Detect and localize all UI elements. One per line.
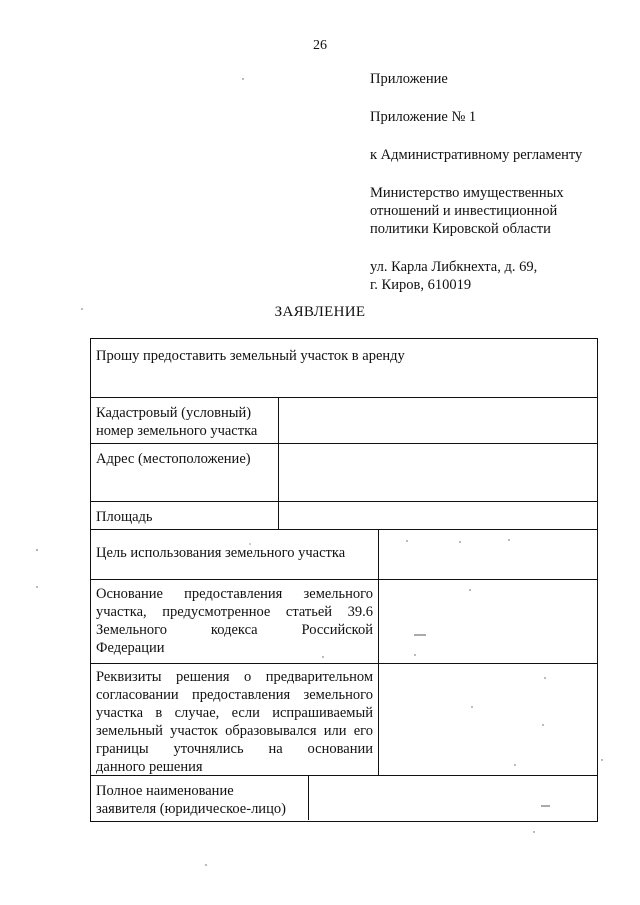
decision-field[interactable] bbox=[378, 664, 597, 775]
decision-line-4: земельный участок образовывался или его bbox=[96, 723, 373, 739]
applicant-label bbox=[91, 776, 308, 820]
cadastral-label-line-1: Кадастровый (условный) bbox=[96, 405, 252, 421]
row-address bbox=[91, 443, 597, 501]
appendix-number: Приложение № 1 bbox=[370, 109, 477, 125]
request-text: Прошу предоставить земельный участок в аренду bbox=[96, 348, 405, 364]
cadastral-label-line-2: номер земельного участка bbox=[96, 423, 258, 439]
basis-line-1: Основание предоставления земельного bbox=[96, 586, 373, 602]
decision-line-1: Реквизиты решения о предварительном bbox=[96, 669, 373, 685]
ministry-line-2: отношений и инвестиционной bbox=[370, 203, 558, 219]
purpose-field[interactable] bbox=[378, 530, 597, 579]
page-number: 26 bbox=[313, 38, 327, 53]
decision-line-5: границы уточнялись на основании bbox=[96, 741, 373, 757]
decision-line-2: согласовании предоставления земельного bbox=[96, 687, 373, 703]
area-label: Площадь bbox=[96, 509, 153, 525]
address-label: Адрес (местоположение) bbox=[96, 451, 251, 467]
basis-line-3: Земельного кодекса Российской bbox=[96, 622, 373, 638]
address-field[interactable] bbox=[278, 444, 597, 501]
basis-label bbox=[91, 580, 378, 663]
basis-line-4: Федерации bbox=[96, 640, 165, 656]
cadastral-number-field[interactable] bbox=[278, 398, 597, 443]
ministry-line-3: политики Кировской области bbox=[370, 221, 551, 237]
cadastral-number-label bbox=[91, 398, 278, 443]
applicant-field[interactable] bbox=[308, 776, 597, 820]
applicant-label-line-1: Полное наименование bbox=[96, 783, 234, 799]
basis-line-2: участка, предусмотренное статьей 39.6 bbox=[96, 604, 373, 620]
address-line-2: г. Киров, 610019 bbox=[370, 277, 472, 293]
decision-line-3: участка в случае, если испрашиваемый bbox=[96, 705, 373, 721]
row-request bbox=[91, 339, 597, 397]
row-cadastral-number bbox=[91, 397, 597, 443]
document-header bbox=[370, 70, 620, 294]
regulation-reference: к Административному регламенту bbox=[370, 147, 583, 163]
basis-field[interactable] bbox=[378, 580, 597, 663]
applicant-label-line-2: заявителя (юридическое-лицо) bbox=[96, 801, 286, 817]
purpose-label: Цель использования земельного участка bbox=[96, 545, 346, 561]
row-decision bbox=[91, 663, 597, 775]
row-area bbox=[91, 501, 597, 529]
row-purpose bbox=[91, 529, 597, 579]
application-form-table bbox=[90, 338, 598, 822]
decision-line-6: данного решения bbox=[96, 759, 203, 775]
row-applicant bbox=[91, 775, 597, 820]
decision-label bbox=[91, 664, 378, 775]
row-basis bbox=[91, 579, 597, 663]
document-title: ЗАЯВЛЕНИЕ bbox=[274, 304, 366, 320]
address-line-1: ул. Карла Либкнехта, д. 69, bbox=[370, 259, 538, 275]
area-field[interactable] bbox=[278, 502, 597, 529]
ministry-line-1: Министерство имущественных bbox=[370, 185, 564, 201]
appendix-label: Приложение bbox=[370, 71, 448, 87]
